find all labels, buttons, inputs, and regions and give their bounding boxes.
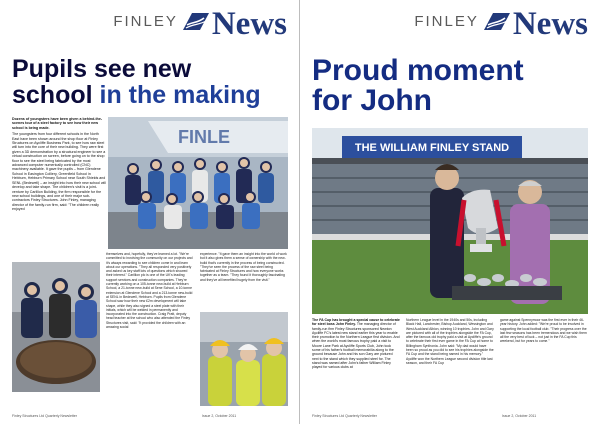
masthead-news: News [211, 6, 287, 42]
headline-line-2a: school [12, 81, 100, 109]
page-title [312, 56, 524, 116]
footer-left: Finley Structures Ltd Quarterly Newsletter [12, 414, 77, 418]
headline-line-2: for John [312, 84, 432, 117]
fa-cup-stand-photo [312, 128, 588, 314]
caption-lead: The FA Cup has brought a special cause to celebrate for steel boss John Finley. [312, 318, 400, 327]
steel-plate-photo [12, 262, 100, 392]
masthead [113, 8, 287, 40]
hard-hat-pupils-photo [200, 312, 288, 406]
masthead-news: News [512, 6, 588, 42]
masthead-brand: FINLEY [414, 13, 479, 30]
right-page [300, 0, 600, 424]
headline-line-1: Proud moment [312, 54, 524, 87]
intro-column [12, 117, 106, 212]
headline-line-1: Pupils see new [12, 55, 192, 83]
intro-body: The youngsters from four different schools in the North East have been shown around the shop floor at Finley Structures on Aycliffe Business Park, to see how raw steel will turn into the core of their new building. They were first given a 3D demonstration by a structural engineer to see a virtual construction on screen, before going on to the shop floor to see the steel being fabricated by the most advanced computer numerically controlled (CNC) machinery available. It gave the pupils – from Glendene School in Easington Colliery, Greenfield School in Hebburn, Hebburn Primary School near South Shields and SENL (Bedewell) – an insight into how their new school will develop and take shape. The children's visit is a joint-venture by Carillion Building, the firm responsible for the new school buildings, and one of their major sub-contractors Finley Structures. John Finley, managing director of the family-run firm, said: "The children really enjoyed [12, 132, 106, 212]
footer-issue: Issue 2, October 2011 [202, 414, 237, 418]
caption-body: The managing director of family-run firm Finley Structures sponsored Newton Aycliffe FC's latest new stand earlier this year to enable their promotion to the Northern League first division. And when the world's most famous trophy paid a visit to Moore Lane Park at Aycliffe Sports Club, John took some of his father's football memorabilia along to the ground because John and his son Gary are pictured next to the stand which they supplied steel for. The stand was named after John's father William Finley played for various clubs at [312, 322, 400, 370]
article-column-2: Northern League level in the 1940s and 50s, including Black Hall, Lanchester, Bishop Auckland, Wessington and West Auckland Albion, winning 10 trophies. John and Gary are pictured with all of the trophies alongside the FA Cup, after the famous old trophy paid a visit at Aycliffe's ground to celebrate their first ever game in the FA Cup at home to Billingham Synthonia. John said: "My dad would have been so proud as you did to see his trophies alongside the FA Cup and the stand being named in his memory." Aycliffe won the Northern League second division title last season, and their FA Cup [406, 318, 494, 365]
footer-issue: Issue 2, October 2011 [502, 414, 537, 418]
article-column-1 [312, 318, 400, 408]
page-title [12, 56, 261, 108]
masthead [414, 8, 588, 40]
swoosh-logo-icon [483, 11, 511, 31]
article-column-2: themselves and, hopefully, they've learned a lot. "We're committed to involving the community on our projects and it's always rewarding to see children come in and learn about our operations. "They all responded very positively and asked us key staff lots of questions which showed their interest." Carillion plc is one of the UK's leading support services and construction companies. They're currently working on a 105-tonne new-build at Hebburn School, a 21-tonne new-build at Sene School, a 10-tonne extension at Glendene School and a 213-tonne new-build at SENL in Bedewell, Hebburn. Pupils from Glendene School saw how their new £2m development will take shape, while they also signed a steel plate with their initials, which will be welded in permanently and incorporated into the construction. Craig Pratt, deputy head teacher at the school who also attended the Finley Structures visit, said: "It provided the children with an amazing social [106, 252, 193, 330]
article-column-3: experience. "It gave them an insight into the world of work but it also gives them a sense of ownership with the new-build that's currently in the process of being constructed. "They've seen the process of the raw steel being fabricated at Finley Structures and how everyone works together as a team. "They found it thoroughly fascinating and they've all benefited hugely from the visit." [200, 252, 287, 282]
article-column-3: game against Spennymoor was the first ever in their 46-year history. John added: "We're proud to be involved in supporting the local football club. "Their progress over the last few seasons has been tremendous and we wish them all the very best of luck – not just in the FA Cup this weekend, but for years to come." [500, 318, 587, 344]
pupils-group-photo [108, 117, 288, 249]
swoosh-logo-icon [182, 11, 210, 31]
footer-left: Finley Structures Ltd Quarterly Newsletter [312, 414, 377, 418]
stand-sign-text: THE WILLIAM FINLEY STAND [354, 142, 510, 154]
photo-banner-text: FINLE [178, 127, 230, 147]
intro-lead: Dozens of youngsters have been given a behind-the-scenes tour of a steel factory to see how their new school is being made. [12, 117, 103, 130]
headline-line-2b: in the making [99, 81, 261, 109]
masthead-brand: FINLEY [113, 13, 178, 30]
